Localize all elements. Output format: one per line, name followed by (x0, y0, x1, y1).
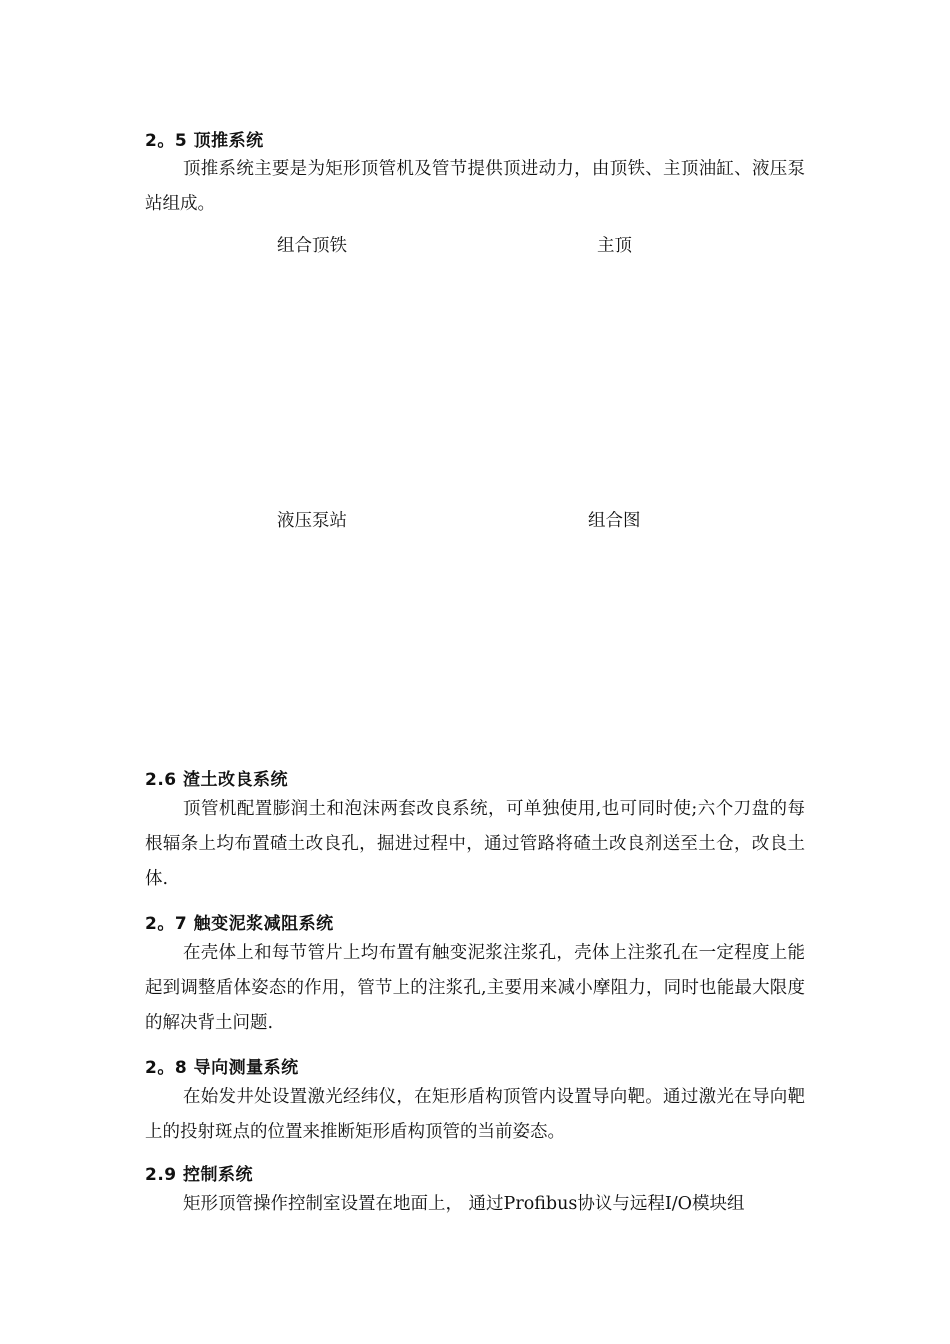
section-2-6-heading: 2.6 渣土改良系统 (145, 770, 289, 790)
section-2-7-body: 在壳体上和每节管片上均布置有触变泥浆注浆孔，壳体上注浆孔在一定程度上能起到调整盾体姿态的作用，管节上的注浆孔,主要用来减小摩阻力，同时也能最大限度的解决背土问题. (145, 943, 805, 1033)
caption-main-jack: 主顶 (597, 236, 632, 256)
caption-combo-jacking-iron: 组合顶铁 (277, 236, 347, 256)
section-2-8-heading: 2。8 导向测量系统 (145, 1058, 299, 1078)
section-2-7-heading: 2。7 触变泥浆减阻系统 (145, 914, 334, 934)
section-2-8-body: 在始发井处设置激光经纬仪，在矩形盾构顶管内设置导向靶。通过激光在导向靶上的投射斑点的位置来推断矩形盾构顶管的当前姿态。 (145, 1087, 805, 1142)
section-2-5-heading: 2。5 顶推系统 (145, 131, 264, 151)
section-2-9-heading: 2.9 控制系统 (145, 1165, 254, 1185)
section-2-5-body: 顶推系统主要是为矩形顶管机及管节提供顶进动力，由顶铁、主顶油缸、液压泵站组成。 (145, 159, 805, 214)
caption-hydraulic-pump-station: 液压泵站 (277, 511, 347, 531)
section-2-6-body: 顶管机配置膨润土和泡沫两套改良系统，可单独使用,也可同时使;六个刀盘的每根辐条上均布置碴土改良孔，掘进过程中，通过管路将碴土改良剂送至土仓，改良土体. (145, 799, 805, 889)
section-2-9-body: 矩形顶管操作控制室设置在地面上， 通过Profibus协议与远程I/O模块组 (183, 1194, 745, 1214)
caption-assembly-drawing: 组合图 (588, 511, 641, 531)
